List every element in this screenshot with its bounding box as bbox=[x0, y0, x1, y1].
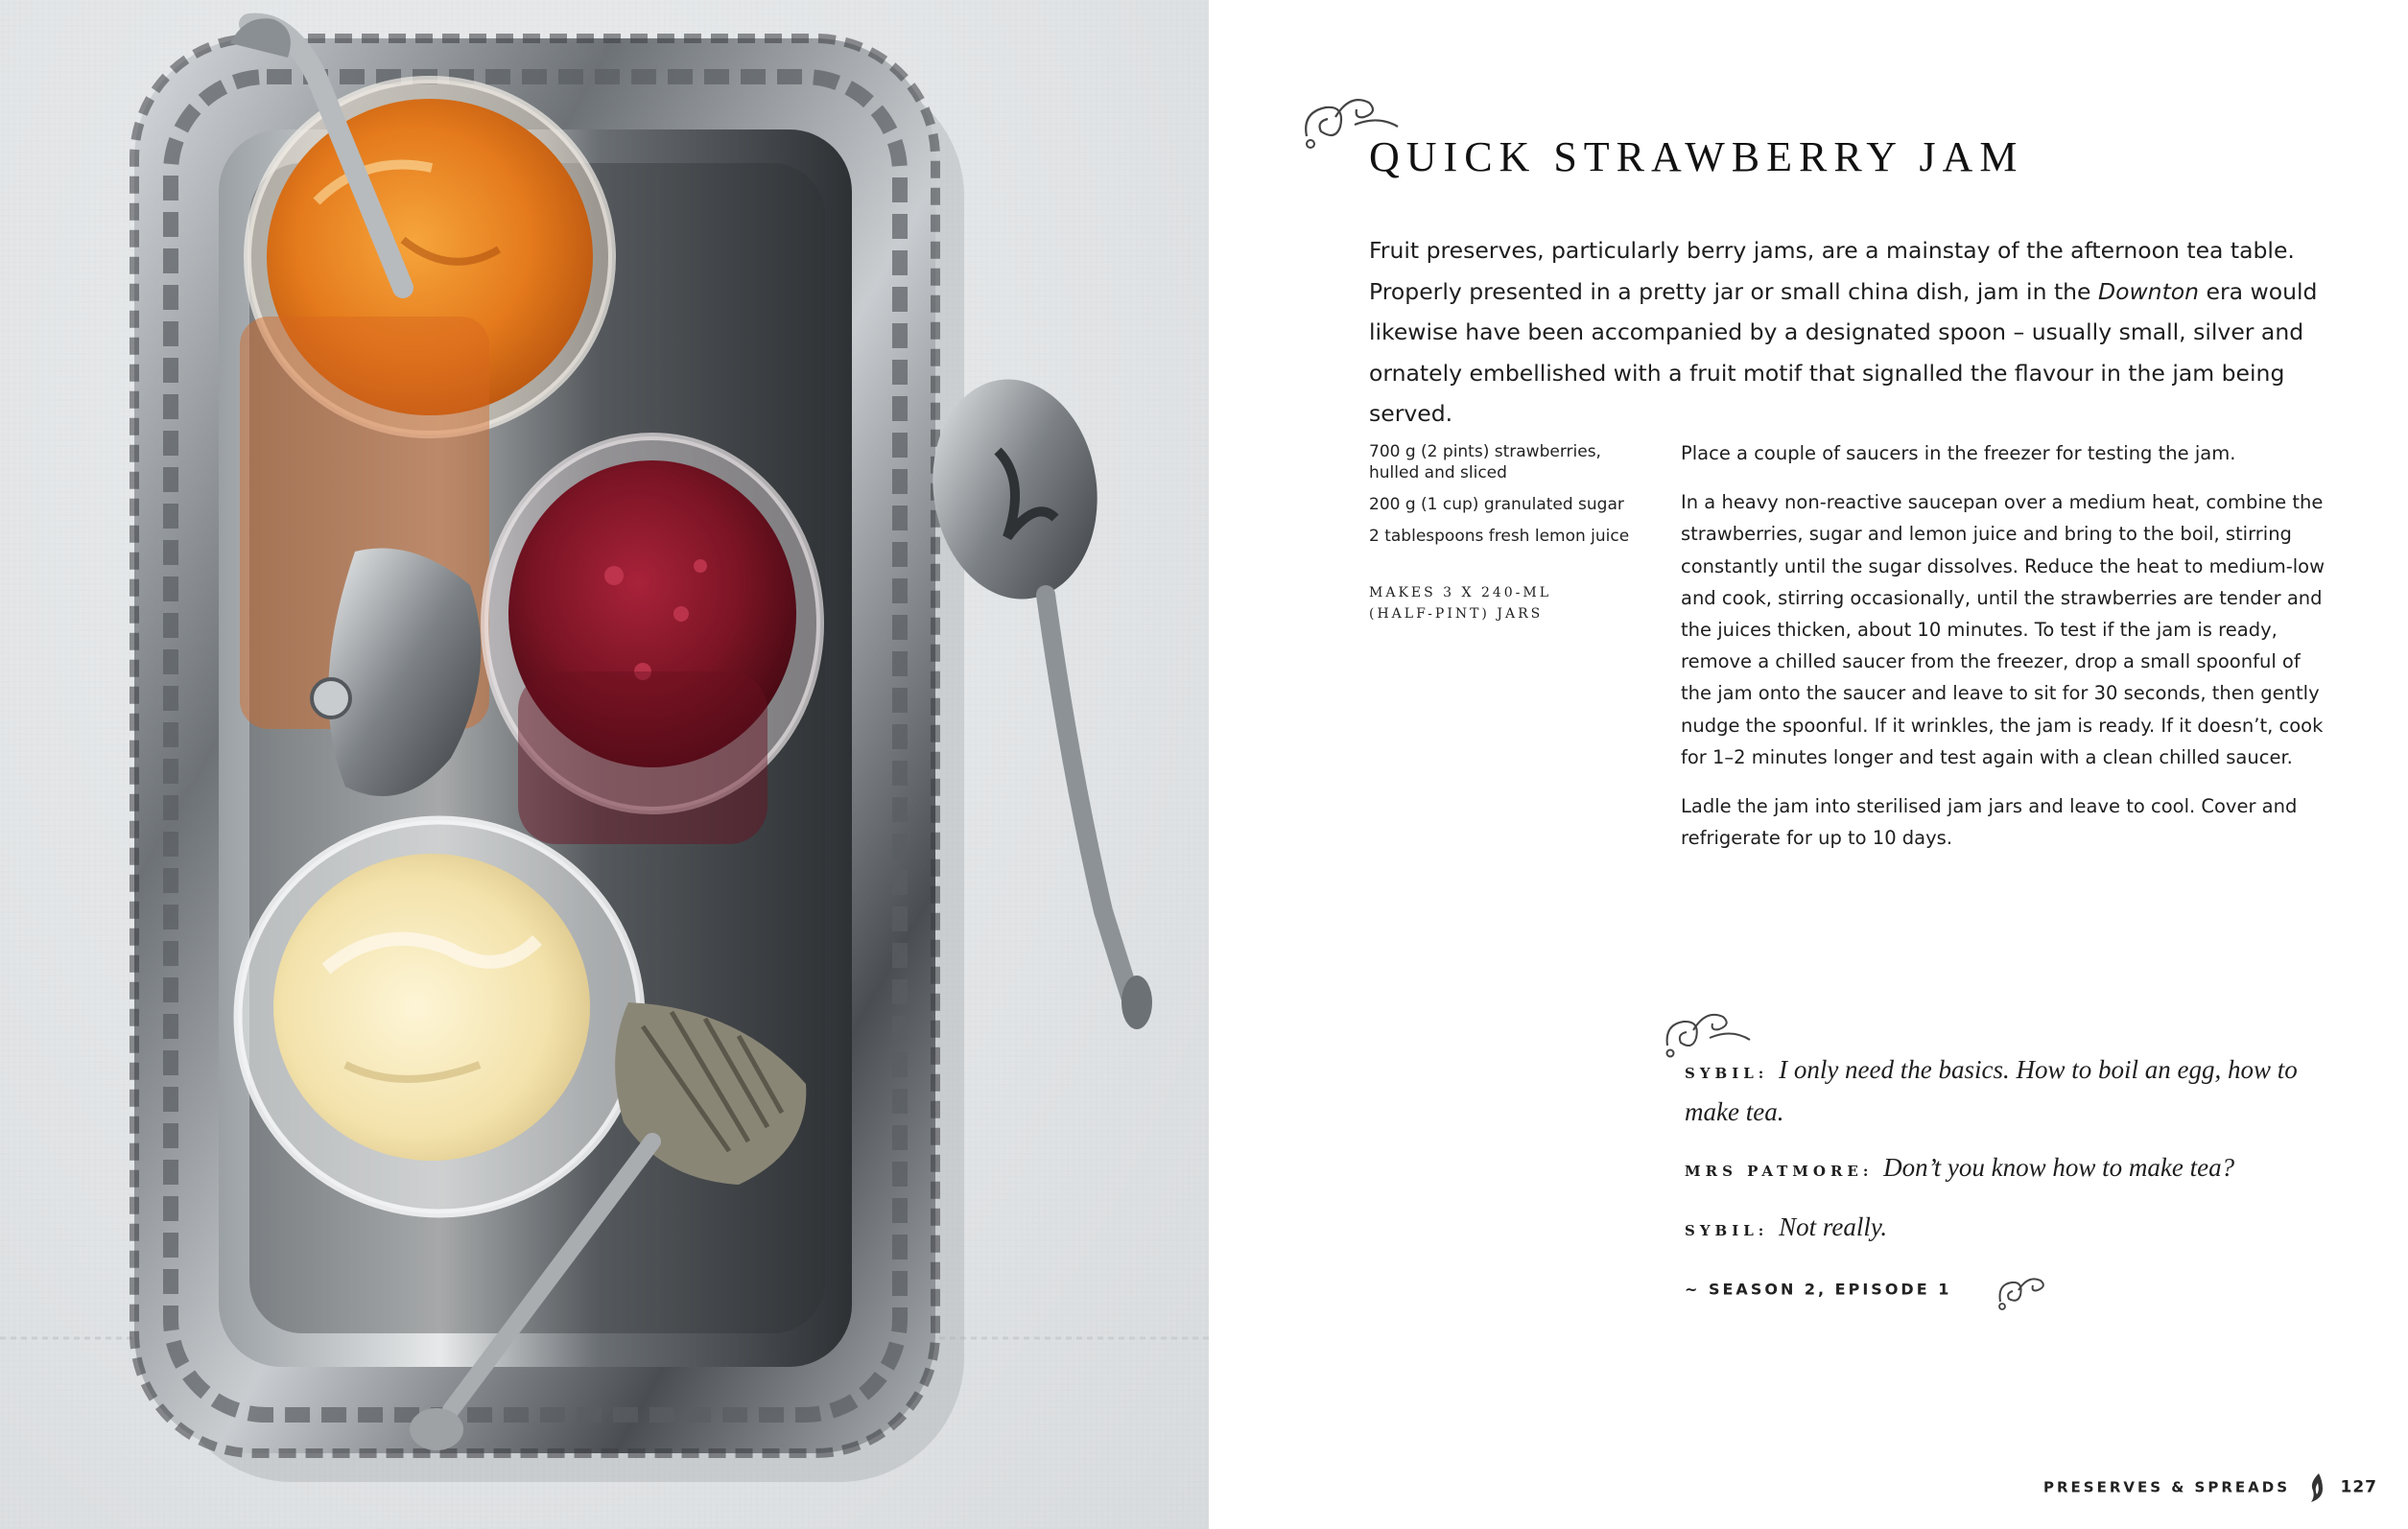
section-name: PRESERVES & SPREADS bbox=[2042, 1478, 2291, 1496]
quote-text: I only need the basics. How to boil an egg, how to make tea. bbox=[1685, 1055, 2298, 1126]
recipe-yield: MAKES 3 X 240-ML (HALF-PINT) JARS bbox=[1369, 585, 1552, 622]
recipe-title: QUICK STRAWBERRY JAM bbox=[1369, 133, 2024, 180]
quote-line bbox=[1685, 1208, 2299, 1250]
quote-text: Don’t you know how to make tea? bbox=[1883, 1153, 2235, 1182]
flourish-ornament-icon bbox=[1995, 1269, 2052, 1311]
quote-speaker: MRS PATMORE: bbox=[1685, 1163, 1874, 1180]
intro-paragraph bbox=[1369, 230, 2338, 435]
page-footer bbox=[2043, 1471, 2377, 1504]
ingredient-item: 2 tablespoons fresh lemon juice bbox=[1369, 527, 1630, 546]
intro-text-end: era would likewise have been accompanied by a designated spoon – usually small, silver and ornately embellished with a fruit motif that signalled the flavour in the jam being served. bbox=[1369, 277, 2318, 427]
method-steps bbox=[1681, 437, 2335, 871]
quote-line bbox=[1685, 1148, 2299, 1190]
ingredient-item: 200 g (1 cup) granulated sugar bbox=[1369, 495, 1624, 514]
flame-icon bbox=[2307, 1471, 2326, 1504]
tv-quote bbox=[1685, 1050, 2299, 1311]
recipe-intro bbox=[1369, 230, 2338, 435]
quote-attribution bbox=[1685, 1269, 2299, 1311]
recipe-page bbox=[1209, 0, 2408, 1529]
intro-text-start: Fruit preserves, particularly berry jams, are a mainstay of the afternoon tea table. Properly presented in a pretty jar or small china dish, jam in the bbox=[1369, 237, 2295, 305]
quote-line bbox=[1685, 1050, 2299, 1131]
method-step: In a heavy non-reactive saucepan over a medium heat, combine the strawberries, sugar and lemon juice and bring to the boil, stirring constantly until the sugar dissolves. Reduce the heat to medium-low and cook, stirring occasionally, until the strawberries are tender and the juices thicken, about 10 minutes. To test if the jam is ready, remove a chilled saucer from the freezer, drop a small spoonful of the jam onto the saucer and leave to sit for 30 seconds, then gently nudge the spoonful. If it wrinkles, the jam is ready. If it doesn’t, cook for 1–2 minutes longer and test again with a clean chilled saucer. bbox=[1681, 491, 2325, 768]
quote-text: Not really. bbox=[1779, 1212, 1888, 1241]
quote-speaker: SYBIL: bbox=[1685, 1065, 1769, 1082]
quote-speaker: SYBIL: bbox=[1685, 1222, 1769, 1239]
attribution-text: ~ SEASON 2, EPISODE 1 bbox=[1685, 1280, 1952, 1299]
ingredients-list bbox=[1369, 441, 1647, 557]
intro-emphasis: Downton bbox=[2097, 277, 2200, 305]
method-step: Ladle the jam into sterilised jam jars and leave to cool. Cover and refrigerate for up to 10 days. bbox=[1681, 795, 2298, 850]
method-step: Place a couple of saucers in the freezer for testing the jam. bbox=[1681, 442, 2236, 464]
page-number: 127 bbox=[2340, 1477, 2377, 1497]
ingredient-item: 700 g (2 pints) strawberries, hulled and sliced bbox=[1369, 442, 1601, 482]
